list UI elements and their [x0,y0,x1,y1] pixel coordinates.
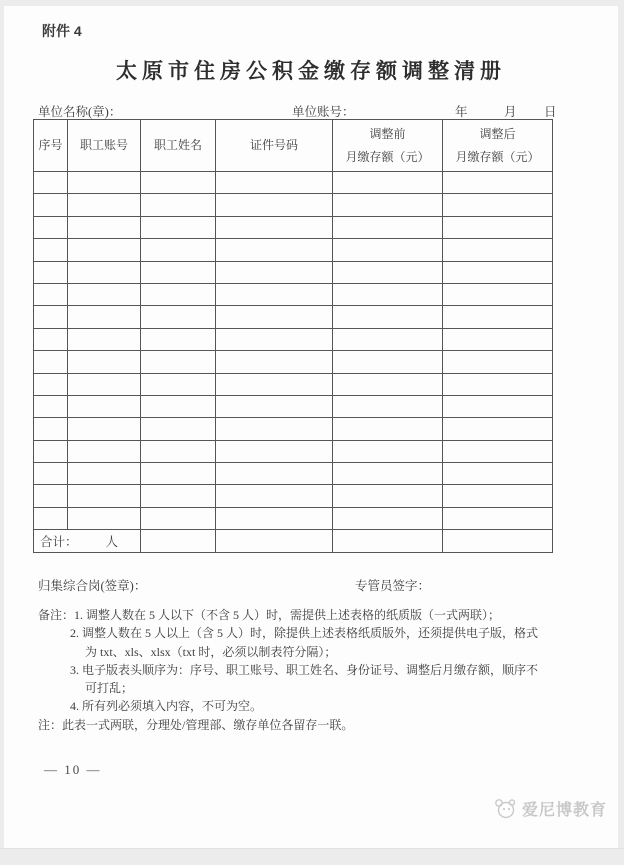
table-cell [68,172,141,194]
table-cell [216,283,333,305]
table-cell [141,216,216,238]
watermark-text: 爱尼博教育 [522,801,608,819]
table-cell [333,373,443,395]
table-cell [68,351,141,373]
page-number: — 10 — [44,762,102,777]
table-cell [216,172,333,194]
table-cell [443,306,553,328]
table-cell [68,194,141,216]
table-cell [34,239,68,261]
table-cell [34,328,68,350]
unit-account-label: 单位账号： [292,105,355,119]
date-day-label: 日 [544,105,557,119]
table-cell [34,172,68,194]
table-cell [443,216,553,238]
attachment-label: 附件 4 [42,23,82,39]
table-row [34,306,553,328]
table-cell [68,373,141,395]
date-year-label: 年 [455,105,468,119]
table-cell [216,261,333,283]
table-cell [333,418,443,440]
table-cell [68,216,141,238]
table-cell [68,306,141,328]
note-line: 4. 所有列必须填入内容，不可为空。 [70,699,263,714]
table-cell [141,172,216,194]
table-cell [141,194,216,216]
table-row [34,395,553,417]
watermark [492,796,607,820]
table-cell [443,463,553,485]
table-cell [216,328,333,350]
col-header-after-adjust [443,120,553,172]
table-cell [443,283,553,305]
col-header-employee-name: 职工姓名 [141,120,216,172]
table-cell [443,395,553,417]
table-row [34,418,553,440]
table-header-row [34,120,553,172]
col-header-before-adjust [333,120,443,172]
table-cell [333,485,443,507]
total-cell [34,530,141,553]
table-cell [141,463,216,485]
table-cell [141,283,216,305]
table-row [34,373,553,395]
table-cell [68,239,141,261]
table-cell [333,261,443,283]
col-header-serial: 序号 [34,120,68,172]
table-cell [333,194,443,216]
table-cell [68,328,141,350]
table-cell [443,194,553,216]
note-line: 为 txt、xls、xlsx（txt 时，必须以制表符分隔）； [85,644,337,659]
table-cell [216,306,333,328]
table-cell [216,395,333,417]
note-line: 备注：1. 调整人数在 5 人以下（不含 5 人）时，需提供上述表格的纸质版（一式两联）； [38,608,501,622]
table-cell [333,351,443,373]
table-cell [68,261,141,283]
note-footer-line: 注：此表一式两联，分理处/管理部、缴存单位各留存一联。 [38,717,354,732]
table-row [34,351,553,373]
table-cell [333,216,443,238]
table-cell [141,239,216,261]
unit-info-line [4,102,618,120]
table-row [34,485,553,507]
table-cell [68,418,141,440]
table-cell [34,351,68,373]
total-row [34,530,553,553]
table-cell [216,530,333,553]
table-row [34,172,553,194]
table-cell [68,507,141,529]
table-cell [443,239,553,261]
col-header-id-number: 证件号码 [216,120,333,172]
table-cell [68,283,141,305]
note-line: 2. 调整人数在 5 人以上（含 5 人）时，除提供上述表格纸质版外，还须提供电子版，格式 [70,626,539,641]
notes-block [38,606,586,734]
table-cell [216,463,333,485]
table-cell [68,440,141,462]
table-cell [141,395,216,417]
table-cell [34,507,68,529]
table-cell [141,306,216,328]
table-cell [34,216,68,238]
table-cell [141,373,216,395]
table-cell [34,306,68,328]
table-cell [216,485,333,507]
page-title: 太原市住房公积金缴存额调整清册 [116,60,506,83]
table-cell [141,261,216,283]
total-unit-label: 人 [105,535,118,550]
table-cell [333,507,443,529]
table-cell [34,261,68,283]
table-cell [333,306,443,328]
table-cell [333,239,443,261]
col-header-after-line1: 调整后 [479,126,516,141]
note-line: 可打乱； [85,681,134,696]
table-row [34,463,553,485]
date-month-label: 月 [504,105,517,119]
table-cell [333,530,443,553]
table-cell [141,328,216,350]
col-header-employee-account: 职工账号 [68,120,141,172]
unit-name-label: 单位名称(章)： [38,105,122,119]
table-cell [333,440,443,462]
table-cell [68,463,141,485]
table-cell [443,418,553,440]
table-cell [34,440,68,462]
table-cell [443,530,553,553]
table-row [34,440,553,462]
table-cell [216,418,333,440]
note-line: 3. 电子版表头顺序为：序号、职工账号、职工姓名、身份证号、调整后月缴存额，顺序不 [70,662,539,677]
table-cell [216,194,333,216]
table-cell [34,194,68,216]
table-row [34,194,553,216]
table-cell [34,373,68,395]
table-row [34,283,553,305]
table-cell [216,440,333,462]
table-cell [34,395,68,417]
col-header-before-line2: 月缴存额（元） [345,149,430,164]
signature-line [4,576,618,594]
total-label: 合计： [40,535,78,550]
table-cell [141,440,216,462]
table-row [34,507,553,529]
table-cell [443,261,553,283]
table-row [34,328,553,350]
table-cell [443,440,553,462]
scan-edge-line [0,848,624,849]
collection-post-signature-label: 归集综合岗(签章)： [38,579,147,593]
table-row [34,261,553,283]
table-cell [443,172,553,194]
document-page [4,6,618,848]
table-cell [443,485,553,507]
table-cell [216,351,333,373]
table-cell [34,418,68,440]
watermark-logo-icon [492,796,518,820]
table-cell [141,507,216,529]
table-cell [68,395,141,417]
table-cell [333,395,443,417]
table-cell [141,418,216,440]
table-cell [216,373,333,395]
table-cell [333,328,443,350]
table-cell [216,216,333,238]
table-cell [333,283,443,305]
table-cell [141,351,216,373]
table-row [34,239,553,261]
table-cell [34,485,68,507]
table-cell [141,530,216,553]
table-cell [333,463,443,485]
table-cell [141,485,216,507]
table-cell [216,507,333,529]
administrator-signature-label: 专管员签字： [355,579,431,593]
adjustment-roster-table [33,119,553,553]
table-row [34,216,553,238]
table-cell [216,239,333,261]
table-cell [443,351,553,373]
table-cell [333,172,443,194]
table-cell [443,373,553,395]
col-header-after-line2: 月缴存额（元） [455,149,540,164]
table-cell [443,328,553,350]
table-cell [443,507,553,529]
table-cell [34,283,68,305]
table-cell [68,485,141,507]
col-header-before-line1: 调整前 [369,126,406,141]
table-cell [34,463,68,485]
